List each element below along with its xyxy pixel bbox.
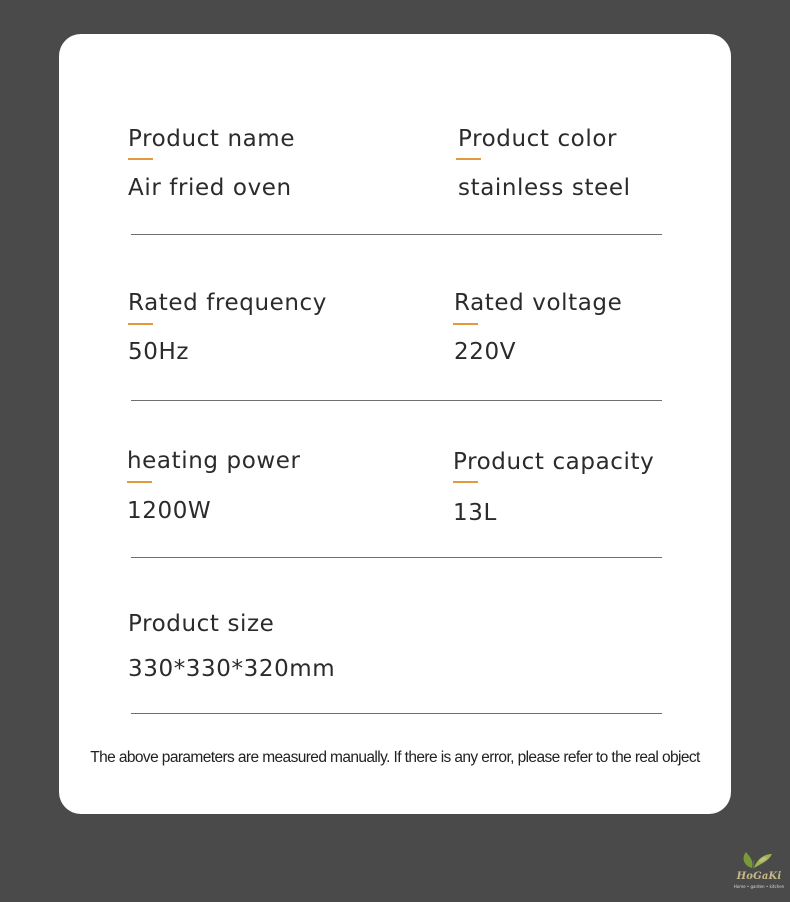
accent-underline [456,158,481,160]
spec-value-rated-frequency: 50Hz [128,339,190,365]
row-divider [131,557,662,558]
measurement-disclaimer: The above parameters are measured manually. If there is any error, please refer to the real object [90,749,700,766]
spec-label-product-color: Product color [458,126,618,152]
spec-card [59,34,731,814]
spec-value-rated-voltage: 220V [454,339,517,365]
spec-value-product-capacity: 13L [453,500,497,526]
brand-logo [730,848,788,890]
row-divider [131,400,662,401]
row-divider [131,234,662,235]
accent-underline [128,158,153,160]
spec-value-product-name: Air fried oven [128,175,292,201]
spec-label-heating-power: heating power [127,448,301,474]
logo-tagline: Home • garden • kitchen [733,884,785,889]
row-divider [131,713,662,714]
spec-label-product-name: Product name [128,126,296,152]
spec-label-rated-frequency: Rated frequency [128,290,328,316]
spec-label-product-size: Product size [128,611,275,637]
spec-label-product-capacity: Product capacity [453,449,655,475]
spec-value-product-size: 330*330*320mm [128,656,336,682]
accent-underline [127,481,152,483]
spec-value-product-color: stainless steel [458,175,631,201]
accent-underline [453,481,478,483]
accent-underline [128,323,153,325]
accent-underline [453,323,478,325]
logo-wordmark: HoGaKi [736,871,782,882]
spec-label-rated-voltage: Rated voltage [454,290,623,316]
spec-value-heating-power: 1200W [127,498,212,524]
